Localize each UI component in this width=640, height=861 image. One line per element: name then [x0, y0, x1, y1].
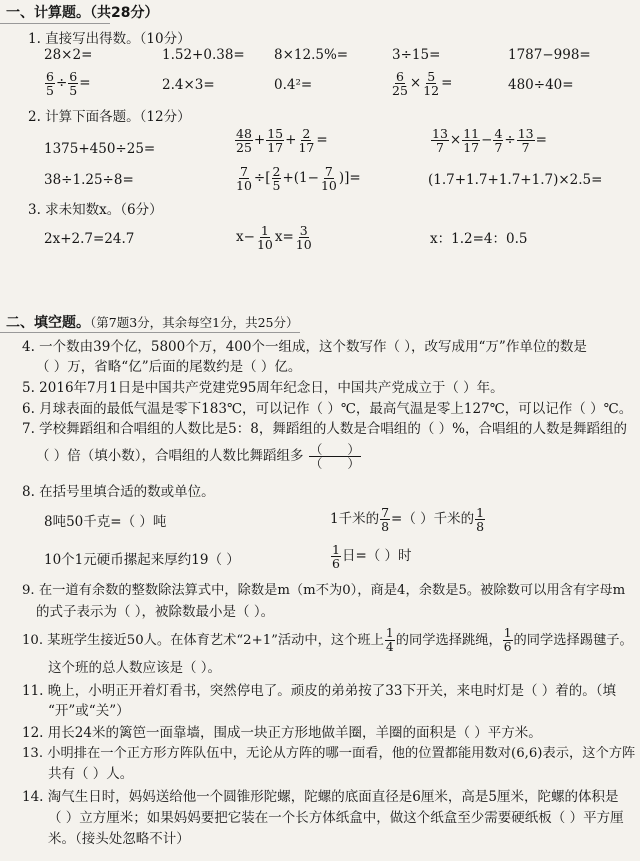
q2-fraction-item: $\frac{48}{25}$ + $\frac{15}{17}$ + $\frac{2}{17}$ =: [236, 126, 328, 155]
q3-item: x：1.2=4：0.5: [430, 231, 528, 247]
fraction: $\frac{13}{7}$: [432, 126, 448, 155]
fraction: $\frac{7}{10}$: [236, 164, 252, 193]
fraction: $\frac{2}{17}$: [298, 126, 315, 155]
q1-item: 1787−998=: [508, 47, 591, 63]
divider: [0, 332, 300, 333]
fraction: $\frac{13}{7}$: [517, 126, 534, 155]
q1-item: 480÷40=: [508, 77, 574, 93]
question-5: 5. 2016年7月1日是中国共产党建党95周年纪念日，中国共产党成立于（ ）年。: [22, 380, 504, 396]
fraction: $\frac{15}{17}$: [267, 126, 284, 155]
question-14-line-3: 米。（接头处忽略不计）: [48, 831, 190, 847]
question-14-line-2: （ ）立方厘米；如果妈妈要把它装在一个长方体纸盒中，做这个纸盒至少需要硬纸板（ ）平方厘: [48, 810, 624, 826]
question-8d: $\frac{1}{6}$ 日=（ ）时: [332, 542, 412, 571]
question-10-line-2: 这个班的总人数应该是（ ）。: [48, 660, 222, 676]
fraction: $\frac{1}{4}$: [385, 626, 394, 654]
q1-item: 2.4×3=: [162, 77, 215, 93]
fraction: $\frac{3}{10}$: [295, 223, 312, 252]
q1-item: 1.52+0.38=: [162, 47, 245, 63]
fraction: $\frac{7}{8}$: [381, 505, 390, 534]
q1-heading: 1. 直接写出得数。（10分）: [28, 31, 191, 47]
fraction: $\frac{1}{6}$: [332, 542, 340, 571]
question-6: 6. 月球表面的最低气温是零下183℃，可以记作（ ）℃，最高气温是零上127℃，可以记作（ ）℃。: [22, 401, 633, 417]
question-11-line-2: “开”或“关”）: [48, 703, 130, 719]
question-9-line-2: 的式子表示为（ ），被除数最小是（ ）。: [36, 604, 275, 620]
question-4-line-2: （ ）万，省略“亿”后面的尾数约是（ ）亿。: [36, 359, 302, 375]
q2-fraction-item: $\frac{7}{10}$ ÷[ $\frac{2}{5}$ +(1− $\frac{7}{10}$ )]=: [236, 164, 361, 193]
blank-fraction: $\frac{( )}{( )}$: [309, 442, 360, 471]
fraction: $\frac{5}{12}$: [423, 69, 440, 98]
section-1-title: 一、计算题。（共28分）: [6, 5, 159, 21]
divider: [0, 23, 110, 24]
q2-item: 38÷1.25÷8=: [44, 172, 134, 188]
fraction: $\frac{6}{5}$: [69, 69, 78, 98]
question-7-line-1: 7. 学校舞蹈组和合唱组的人数比是5：8，舞蹈组的人数是合唱组的（ ）%，合唱组的人数是舞蹈组的: [22, 421, 627, 437]
q3-fraction-item: x− $\frac{1}{10}$ x= $\frac{3}{10}$: [236, 223, 312, 252]
fraction: $\frac{7}{10}$: [320, 164, 337, 193]
q1-fraction-item: $\frac{6}{25}$ × $\frac{5}{12}$ =: [392, 69, 453, 98]
question-13-line-2: 共有（ ）人。: [48, 766, 134, 782]
question-14-line-1: 14. 淘气生日时，妈妈送给他一个圆锥形陀螺，陀螺的底面直径是6厘米，高是5厘米，陀螺的体积是: [22, 789, 619, 805]
fraction: $\frac{11}{17}$: [463, 126, 480, 155]
question-8a: 8吨50千克=（ ）吨: [44, 514, 167, 530]
q1-item: 28×2=: [44, 47, 93, 63]
fraction: $\frac{1}{6}$: [503, 626, 512, 654]
q1-fraction-item: $\frac{6}{5}$ ÷ $\frac{6}{5}$ =: [46, 69, 91, 98]
q3-heading: 3. 求未知数x。（6分）: [28, 202, 163, 218]
q2-item: (1.7+1.7+1.7+1.7)×2.5=: [428, 172, 603, 188]
q1-item: 8×12.5%=: [274, 47, 349, 63]
q2-item: 1375+450÷25=: [44, 141, 156, 157]
question-8c: 10个1元硬币摞起来厚约19（ ）: [44, 552, 240, 568]
fraction: $\frac{6}{25}$: [392, 69, 408, 98]
q3-item: 2x+2.7=24.7: [44, 231, 135, 247]
fraction: $\frac{2}{5}$: [272, 164, 281, 193]
fraction: $\frac{1}{8}$: [476, 505, 485, 534]
question-12: 12. 用长24米的篱笆一面靠墙，围成一块正方形地做羊圈，羊圈的面积是（ ）平方米。: [22, 725, 542, 741]
question-8-heading: 8. 在括号里填合适的数或单位。: [22, 484, 215, 500]
question-9-line-1: 9. 在一道有余数的整数除法算式中，除数是m（m不为0），商是4，余数是5。被除数可以用含有字母m: [22, 583, 626, 598]
q1-item: 0.4²=: [274, 77, 313, 93]
fraction: $\frac{1}{10}$: [256, 223, 273, 252]
question-13-line-1: 13. 小明排在一个正方形方阵队伍中，无论从方阵的哪一面看，他的位置都能用数对(6,6)表示，这个方阵: [22, 746, 636, 761]
q2-fraction-item: $\frac{13}{7}$ × $\frac{11}{17}$ − $\frac{4}{7}$ ÷ $\frac{13}{7}$ =: [432, 126, 547, 155]
q1-item: 3÷15=: [392, 47, 441, 63]
question-10-line-1: 10. 某班学生接近50人。在体育艺术“2+1”活动中，这个班上 $\frac{1}{4}$ 的同学选择跳绳， $\frac{1}{6}$ 的同学选择踢毽子。: [22, 626, 633, 654]
fraction: $\frac{48}{25}$: [236, 126, 252, 155]
q2-heading: 2. 计算下面各题。（12分）: [28, 109, 191, 125]
question-11-line-1: 11. 晚上，小明正开着灯看书，突然停电了。顽皮的弟弟按了33下开关，来电时灯是（ ）着的。（填: [22, 683, 616, 699]
question-7-line-2: （ ）倍（填小数），合唱组的人数比舞蹈组多 $\frac{( )}{( )}$: [36, 442, 360, 471]
section-2-title: 二、填空题。（第7题3分，其余每空1分，共25分）: [6, 315, 299, 331]
question-8b: 1千米的 $\frac{7}{8}$ =（ ）千米的 $\frac{1}{8}$: [330, 505, 485, 534]
fraction: $\frac{6}{5}$: [46, 69, 54, 98]
question-4-line-1: 4. 一个数由39个亿，5800个万，400个一组成，这个数写作（ ），改写成用“万”作单位的数是: [22, 339, 587, 355]
fraction: $\frac{4}{7}$: [494, 126, 503, 155]
